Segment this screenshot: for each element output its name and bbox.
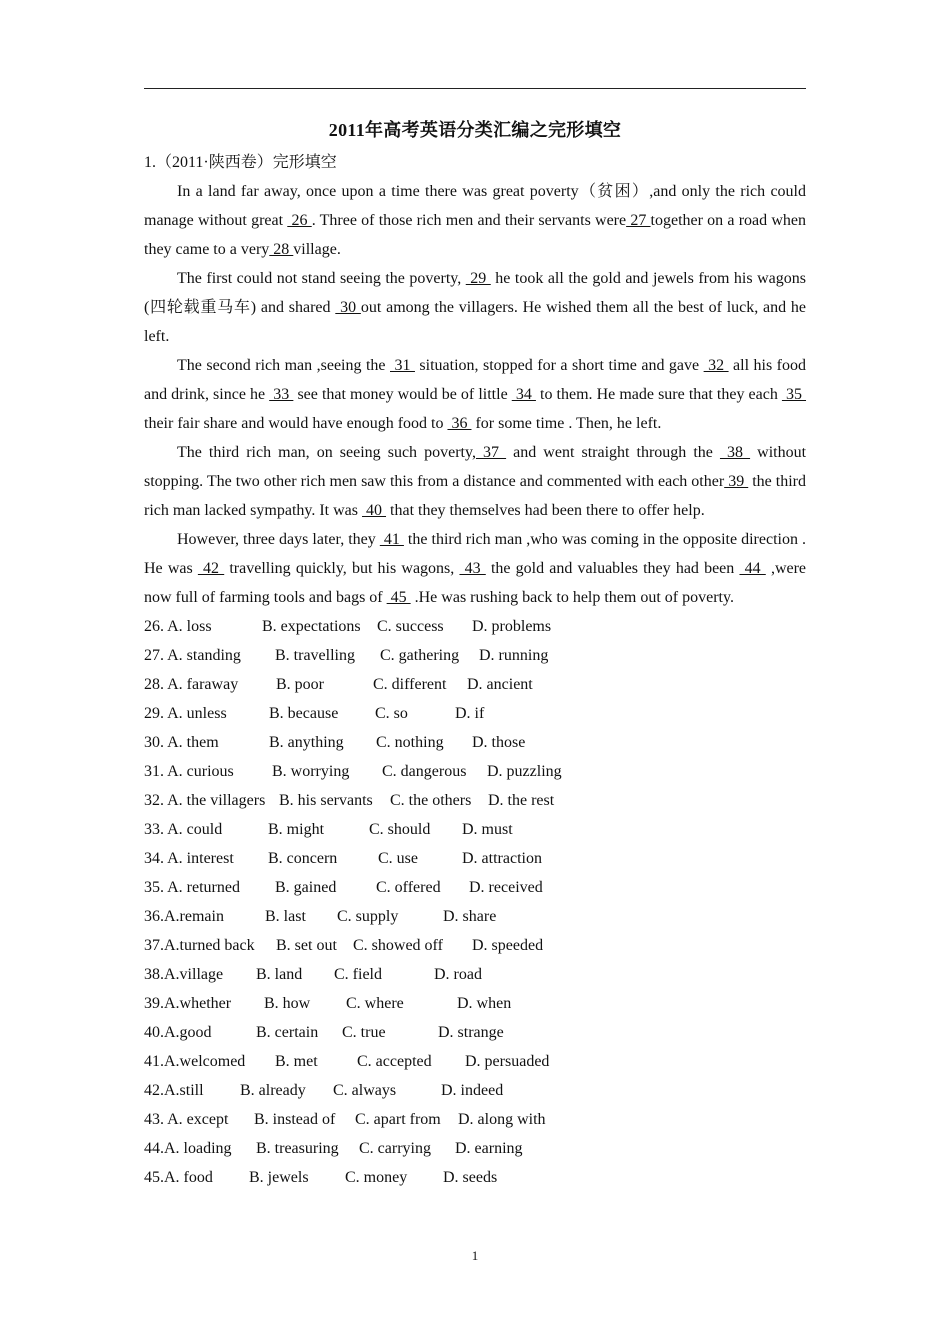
question-row <box>144 815 806 844</box>
option-b: B. poor <box>276 676 324 693</box>
option-b: B. already <box>240 1082 306 1099</box>
passage-paragraph <box>144 351 806 438</box>
option-a: 42.A.still <box>144 1082 204 1099</box>
option-c: C. accepted <box>357 1053 432 1070</box>
option-c: C. offered <box>376 879 441 896</box>
option-c: C. the others <box>390 792 472 809</box>
option-b: B. anything <box>269 734 344 751</box>
question-row <box>144 1018 806 1047</box>
page-number: 1 <box>471 1248 479 1263</box>
option-d: D. problems <box>472 618 552 635</box>
option-d: D. when <box>457 995 512 1012</box>
option-a: 37.A.turned back <box>144 937 255 954</box>
option-d: D. the rest <box>488 792 555 809</box>
question-row <box>144 757 806 786</box>
answer-blank: 30 <box>335 299 361 316</box>
document-title: 2011年高考英语分类汇编之完形填空 <box>328 120 622 140</box>
passage-paragraph <box>144 438 806 525</box>
option-d: D. speeded <box>472 937 544 954</box>
option-c: C. money <box>345 1169 408 1186</box>
passage-text: for some time . Then, he left. <box>471 415 662 432</box>
answer-blank: 39 <box>724 473 749 490</box>
passage-text: their fair share and would have enough food to <box>144 415 448 432</box>
option-d: D. received <box>469 879 543 896</box>
option-a: 38.A.village <box>144 966 224 983</box>
passage-text: out among the villagers. He wished them all the best of luck, and he left. <box>144 299 806 345</box>
option-b: B. concern <box>268 850 338 867</box>
option-c: C. always <box>333 1082 397 1099</box>
option-b: B. gained <box>275 879 337 896</box>
question-row <box>144 728 806 757</box>
document-body <box>144 148 806 1192</box>
option-a: 44.A. loading <box>144 1140 232 1157</box>
answer-blank: 34 <box>511 386 536 403</box>
passage-text: The first could not stand seeing the poverty, <box>177 270 466 287</box>
answer-blank: 44 <box>739 560 766 577</box>
passage-text: situation, stopped for a short time and gave <box>414 357 704 374</box>
question-row <box>144 670 806 699</box>
answer-blank: 45 <box>386 589 411 606</box>
passage-text: . Three of those rich men and their servants were <box>311 212 627 229</box>
passage-text: However, three days later, they <box>177 531 380 548</box>
question-row <box>144 873 806 902</box>
answer-blank: 35 <box>781 386 807 403</box>
question-row <box>144 902 806 931</box>
option-a: 33. A. could <box>144 821 223 838</box>
answer-blank: 32 <box>703 357 729 374</box>
answer-blank: 29 <box>465 270 491 287</box>
option-c: C. so <box>375 705 408 722</box>
option-a: 43. A. except <box>144 1111 229 1128</box>
option-b: B. last <box>265 908 306 925</box>
answer-blank: 27 <box>626 212 651 229</box>
passage-text: together on a road when they came to a very <box>144 212 807 258</box>
section-heading: 1.（2011·陕西卷）完形填空 <box>144 154 337 171</box>
option-b: B. met <box>275 1053 318 1070</box>
option-c: C. success <box>377 618 444 635</box>
question-row <box>144 612 806 641</box>
option-b: B. land <box>256 966 303 983</box>
option-d: D. share <box>443 908 497 925</box>
passage-text: he took all the gold and jewels from his wagons (四轮载重马车) and shared <box>144 270 806 316</box>
passage-text: The third rich man, on seeing such poverty, <box>177 444 476 461</box>
passage-paragraph <box>144 177 806 264</box>
option-b: B. because <box>269 705 339 722</box>
option-b: B. might <box>268 821 325 838</box>
passage-text: village. <box>293 241 341 258</box>
question-row <box>144 1134 806 1163</box>
question-row <box>144 1105 806 1134</box>
option-c: C. gathering <box>380 647 460 664</box>
option-a: 27. A. standing <box>144 647 241 664</box>
option-b: B. certain <box>256 1024 319 1041</box>
option-c: C. where <box>346 995 404 1012</box>
option-d: D. those <box>472 734 526 751</box>
option-c: C. true <box>342 1024 386 1041</box>
question-row <box>144 989 806 1018</box>
answer-blank: 41 <box>379 531 404 548</box>
option-b: B. his servants <box>279 792 373 809</box>
option-a: 28. A. faraway <box>144 676 239 693</box>
header-rule <box>144 88 806 89</box>
passage-text: ,were now full of farming tools and bags of <box>144 560 807 606</box>
passage-text: The second rich man ,seeing the <box>177 357 390 374</box>
option-a: 34. A. interest <box>144 850 234 867</box>
answer-blank: 37 <box>475 444 507 461</box>
passage-text: the third rich man lacked sympathy. It was <box>144 473 807 519</box>
option-a: 32. A. the villagers <box>144 792 266 809</box>
option-a: 36.A.remain <box>144 908 224 925</box>
option-a: 45.A. food <box>144 1169 213 1186</box>
question-row <box>144 1076 806 1105</box>
question-row <box>144 931 806 960</box>
option-b: B. travelling <box>275 647 355 664</box>
answer-blank: 31 <box>390 357 415 374</box>
answer-blank: 28 <box>269 241 294 258</box>
option-d: D. must <box>462 821 513 838</box>
option-b: B. worrying <box>272 763 350 780</box>
option-d: D. ancient <box>467 676 533 693</box>
option-c: C. supply <box>337 908 399 925</box>
option-d: D. earning <box>455 1140 523 1157</box>
option-d: D. running <box>479 647 549 664</box>
passage-text: to them. He made sure that they each <box>535 386 782 403</box>
passage-text: see that money would be of little <box>293 386 512 403</box>
option-a: 29. A. unless <box>144 705 227 722</box>
option-d: D. persuaded <box>465 1053 550 1070</box>
answer-blank: 43 <box>459 560 486 577</box>
passage-text: In a land far away, once upon a time there was great poverty（贫困）,and only the rich could manage without great <box>144 183 806 229</box>
option-d: D. seeds <box>443 1169 498 1186</box>
passage <box>144 177 806 612</box>
option-c: C. use <box>378 850 418 867</box>
option-a: 40.A.good <box>144 1024 212 1041</box>
question-row <box>144 786 806 815</box>
answer-blank: 38 <box>719 444 751 461</box>
option-c: C. dangerous <box>382 763 467 780</box>
option-c: C. field <box>334 966 382 983</box>
option-b: B. instead of <box>254 1111 336 1128</box>
passage-text: and went straight through the <box>506 444 720 461</box>
option-c: C. carrying <box>359 1140 431 1157</box>
option-b: B. set out <box>276 937 337 954</box>
passage-paragraph <box>144 525 806 612</box>
option-d: D. road <box>434 966 482 983</box>
passage-text: travelling quickly, but his wagons, <box>224 560 460 577</box>
option-c: C. should <box>369 821 431 838</box>
option-a: 41.A.welcomed <box>144 1053 246 1070</box>
option-b: B. expectations <box>262 618 361 635</box>
option-c: C. apart from <box>355 1111 441 1128</box>
question-row <box>144 641 806 670</box>
passage-paragraph <box>144 264 806 351</box>
option-c: C. nothing <box>376 734 444 751</box>
passage-text: that they themselves had been there to offer help. <box>386 502 705 519</box>
question-row <box>144 1047 806 1076</box>
option-a: 30. A. them <box>144 734 219 751</box>
answer-blank: 26 <box>287 212 312 229</box>
option-d: D. along with <box>458 1111 546 1128</box>
answer-blank: 42 <box>197 560 225 577</box>
option-a: 31. A. curious <box>144 763 234 780</box>
passage-text: .He was rushing back to help them out of poverty. <box>410 589 734 606</box>
question-list <box>144 612 806 1192</box>
question-row <box>144 699 806 728</box>
option-d: D. if <box>455 705 485 722</box>
answer-blank: 36 <box>447 415 472 432</box>
question-row <box>144 960 806 989</box>
option-b: B. how <box>264 995 311 1012</box>
passage-text: all his food and drink, since he <box>144 357 806 403</box>
answer-blank: 40 <box>362 502 387 519</box>
option-d: D. attraction <box>462 850 542 867</box>
option-d: D. puzzling <box>487 763 562 780</box>
option-a: 39.A.whether <box>144 995 232 1012</box>
option-c: C. showed off <box>353 937 443 954</box>
option-d: D. indeed <box>441 1082 504 1099</box>
passage-text: without stopping. The two other rich men saw this from a distance and commented with each other <box>144 444 807 490</box>
question-row <box>144 1163 806 1192</box>
option-a: 35. A. returned <box>144 879 240 896</box>
option-b: B. treasuring <box>256 1140 339 1157</box>
option-a: 26. A. loss <box>144 618 212 635</box>
passage-text: the gold and valuables they had been <box>485 560 740 577</box>
option-b: B. jewels <box>249 1169 309 1186</box>
passage-text: the third rich man ,who was coming in the opposite direction . He was <box>144 531 807 577</box>
option-d: D. strange <box>438 1024 504 1041</box>
question-row <box>144 844 806 873</box>
answer-blank: 33 <box>269 386 294 403</box>
option-c: C. different <box>373 676 447 693</box>
